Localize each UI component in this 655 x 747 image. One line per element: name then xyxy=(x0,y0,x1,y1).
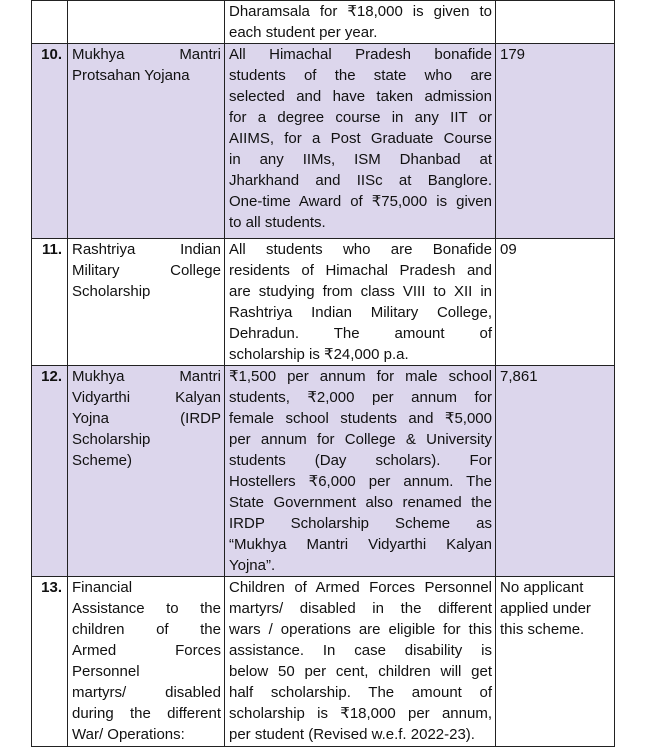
table-row xyxy=(32,239,615,366)
text-line: Vidyarthi Kalyan xyxy=(72,389,221,406)
text-line: residents of Himachal Pradesh and xyxy=(229,262,492,279)
row-number: 11. xyxy=(32,239,68,366)
table-row xyxy=(32,1,615,44)
scheme-description xyxy=(225,577,496,747)
text-line: this scheme. xyxy=(500,621,585,638)
scheme-name xyxy=(68,239,225,366)
text-line: wars / operations are eligible for this xyxy=(229,621,492,638)
text-line: Rashtriya Indian Military College, xyxy=(229,304,492,321)
text-line: students, ₹2,000 per annum for xyxy=(229,389,492,406)
text-line: Yojna (IRDP xyxy=(72,410,221,427)
text-line: assistance. In case disability is xyxy=(229,642,492,659)
text-line: Dehradun. The amount of xyxy=(229,325,492,342)
text-line: are studying from class VIII to XII in xyxy=(229,283,492,300)
text-line: War/ Operations: xyxy=(72,726,185,743)
text-line: Scholarship xyxy=(72,431,151,448)
scholarship-table-wrapper xyxy=(31,0,615,747)
scheme-name xyxy=(68,1,225,44)
text-line: half scholarship. The amount of xyxy=(229,684,492,701)
scheme-description xyxy=(225,44,496,239)
text-line: below 50 per cent, children will get xyxy=(229,663,492,680)
text-line: Protsahan Yojana xyxy=(72,67,190,84)
text-line: IRDP Scholarship Scheme as xyxy=(229,515,492,532)
text-line: scholarship is ₹24,000 p.a. xyxy=(229,346,409,363)
table-row xyxy=(32,366,615,577)
text-line: Military College xyxy=(72,262,221,279)
text-line: Scholarship xyxy=(72,283,151,300)
text-line: Scheme) xyxy=(72,452,133,469)
text-line: selected and have taken admission xyxy=(229,88,492,105)
text-line: applied under xyxy=(500,600,591,617)
scheme-description xyxy=(225,366,496,577)
scholarship-table xyxy=(31,0,615,747)
text-line: Personnel xyxy=(72,663,140,680)
row-number: 12. xyxy=(32,366,68,577)
text-line: Dharamsala for ₹18,000 is given to xyxy=(229,3,492,20)
text-line: Children of Armed Forces Personnel xyxy=(229,579,492,596)
scheme-name xyxy=(68,577,225,747)
text-line: to all students. xyxy=(229,214,326,231)
beneficiary-count xyxy=(496,239,615,366)
text-line: during the different xyxy=(72,705,221,722)
scheme-name xyxy=(68,44,225,239)
beneficiary-count xyxy=(496,44,615,239)
text-line: All students who are Bonafide xyxy=(229,241,492,258)
text-line: female school students and ₹5,000 xyxy=(229,410,492,427)
row-number: 10. xyxy=(32,44,68,239)
table-row xyxy=(32,577,615,747)
text-line: All Himachal Pradesh bonafide xyxy=(229,46,492,63)
text-line: Hostellers ₹6,000 per annum. The xyxy=(229,473,492,490)
text-line: students (Day scholars). For xyxy=(229,452,492,469)
text-line: Jharkhand and IISc at Banglore. xyxy=(229,172,492,189)
text-line: Rashtriya Indian xyxy=(72,241,221,258)
text-line: Assistance to the xyxy=(72,600,221,617)
text-line: One-time Award of ₹75,000 is given xyxy=(229,193,492,210)
scheme-description xyxy=(225,239,496,366)
text-line: in any IIMs, ISM Dhanbad at xyxy=(229,151,492,168)
text-line: scholarship is ₹18,000 per annum, xyxy=(229,705,492,722)
text-line: martyrs/ disabled in the different xyxy=(229,600,492,617)
scheme-name xyxy=(68,366,225,577)
text-line: Mukhya Mantri xyxy=(72,46,221,63)
beneficiary-count xyxy=(496,366,615,577)
row-number xyxy=(32,1,68,44)
beneficiary-count xyxy=(496,1,615,44)
beneficiary-count xyxy=(496,577,615,747)
text-line: Armed Forces xyxy=(72,642,221,659)
text-line: State Government also renamed the xyxy=(229,494,492,511)
text-line: for a degree course in any IIT or xyxy=(229,109,492,126)
text-line: ₹1,500 per annum for male school xyxy=(229,368,492,385)
text-line: per annum for College & University xyxy=(229,431,492,448)
scheme-description xyxy=(225,1,496,44)
text-line: 09 xyxy=(500,241,517,258)
table-row xyxy=(32,44,615,239)
text-line: AIIMS, for a Post Graduate Course xyxy=(229,130,492,147)
row-number: 13. xyxy=(32,577,68,747)
text-line: 7,861 xyxy=(500,368,538,385)
text-line: per student (Revised w.e.f. 2022-23). xyxy=(229,726,475,743)
text-line: students of the state who are xyxy=(229,67,492,84)
text-line: Yojna”. xyxy=(229,557,276,574)
text-line: each student per year. xyxy=(229,24,378,41)
text-line: No applicant xyxy=(500,579,584,596)
text-line: Mukhya Mantri xyxy=(72,368,221,385)
text-line: 179 xyxy=(500,46,526,63)
text-line: “Mukhya Mantri Vidyarthi Kalyan xyxy=(229,536,492,553)
text-line: martyrs/ disabled xyxy=(72,684,221,701)
text-line: Financial xyxy=(72,579,133,596)
text-line: children of the xyxy=(72,621,221,638)
